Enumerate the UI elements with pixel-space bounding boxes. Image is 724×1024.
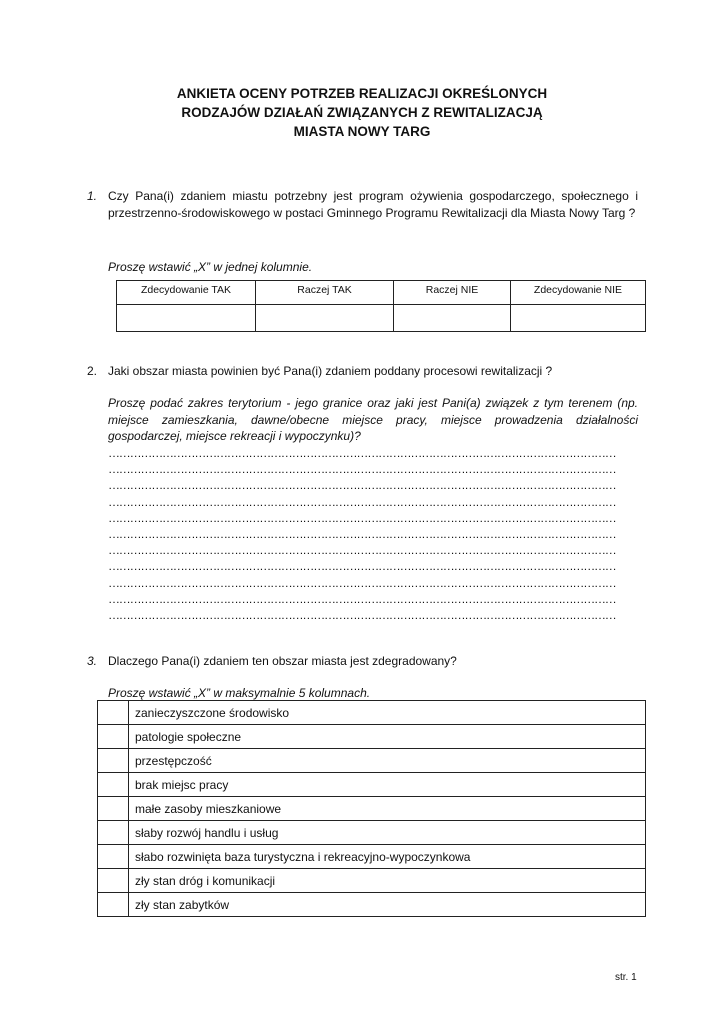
option-checkbox[interactable]: [98, 821, 129, 845]
title-line: RODZAJÓW DZIAŁAŃ ZWIĄZANYCH Z REWITALIZACJĄ: [181, 105, 543, 120]
option-checkbox[interactable]: [98, 749, 129, 773]
answer-line[interactable]: ……………………………………………………………………………………………………………………………: [108, 543, 616, 558]
answer-line[interactable]: ……………………………………………………………………………………………………………………………: [108, 462, 616, 477]
option-label: brak miejsc pracy: [129, 773, 646, 797]
answer-cell-zdecydowanie-tak[interactable]: [117, 305, 256, 332]
column-header: Raczej NIE: [394, 281, 511, 305]
answer-line[interactable]: ……………………………………………………………………………………………………………………………: [108, 559, 616, 574]
option-label: słaby rozwój handlu i usług: [129, 821, 646, 845]
question-3-instruction: Proszę wstawić „X” w maksymalnie 5 kolumnach.: [108, 686, 371, 700]
option-checkbox[interactable]: [98, 773, 129, 797]
column-header: Zdecydowanie TAK: [117, 281, 256, 305]
title-line: MIASTA NOWY TARG: [293, 124, 431, 139]
option-checkbox[interactable]: [98, 845, 129, 869]
option-label: zanieczyszczone środowisko: [129, 701, 646, 725]
answer-line[interactable]: ……………………………………………………………………………………………………………………………: [108, 494, 616, 509]
option-label: zły stan zabytków: [129, 893, 646, 917]
page-title: [0, 84, 724, 141]
option-row: [98, 797, 646, 821]
option-label: zły stan dróg i komunikacji: [129, 869, 646, 893]
answer-line[interactable]: ……………………………………………………………………………………………………………………………: [108, 527, 616, 541]
question-2-instruction: Proszę podać zakres terytorium - jego granice oraz jaki jest Pani(a) związek z tym terenem (np. miejsce zamieszkania, dawne/obecne miejsce pracy, miejsce prowadzenia działalności gospodarczej, miejsce rekreacji i wypoczynku)?: [108, 396, 638, 443]
option-checkbox[interactable]: [98, 893, 129, 917]
answer-line[interactable]: ……………………………………………………………………………………………………………………………: [108, 591, 616, 606]
question-3-options-table: [97, 700, 646, 917]
question-1-instruction: Proszę wstawić „X” w jednej kolumnie.: [108, 260, 313, 274]
option-checkbox[interactable]: [98, 701, 129, 725]
option-checkbox[interactable]: [98, 869, 129, 893]
option-row: [98, 725, 646, 749]
question-2-number: 2.: [87, 364, 98, 378]
option-row: [98, 701, 646, 725]
column-header: Zdecydowanie NIE: [511, 281, 646, 305]
column-header: Raczej TAK: [256, 281, 394, 305]
option-label: patologie społeczne: [129, 725, 646, 749]
question-1-text: Czy Pana(i) zdaniem miastu potrzebny jest program ożywienia gospodarczego, społecznego i przestrzenno-środowiskowego w postaci Gminnego Programu Rewitalizacji dla Miasta Nowy Targ ?: [108, 189, 638, 220]
answer-line[interactable]: ……………………………………………………………………………………………………………………………: [108, 608, 616, 622]
question-1-answer-table: [116, 280, 646, 332]
title-line: ANKIETA OCENY POTRZEB REALIZACJI OKREŚLONYCH: [176, 86, 548, 101]
answer-line[interactable]: ……………………………………………………………………………………………………………………………: [108, 575, 616, 590]
question-3-number: 3.: [87, 654, 98, 668]
answer-cell-raczej-tak[interactable]: [256, 305, 394, 332]
option-label: małe zasoby mieszkaniowe: [129, 797, 646, 821]
option-row: [98, 869, 646, 893]
option-row: [98, 749, 646, 773]
question-1-number: 1.: [87, 189, 98, 203]
option-label: słabo rozwinięta baza turystyczna i rekreacyjno-wypoczynkowa: [129, 845, 646, 869]
option-row: [98, 893, 646, 917]
option-row: [98, 845, 646, 869]
page-number: str. 1: [615, 972, 637, 983]
option-label: przestępczość: [129, 749, 646, 773]
option-checkbox[interactable]: [98, 725, 129, 749]
answer-cell-raczej-nie[interactable]: [394, 305, 511, 332]
answer-line[interactable]: ……………………………………………………………………………………………………………………………: [108, 446, 616, 460]
option-checkbox[interactable]: [98, 797, 129, 821]
question-3-text: Dlaczego Pana(i) zdaniem ten obszar miasta jest zdegradowany?: [108, 654, 457, 668]
answer-cell-zdecydowanie-nie[interactable]: [511, 305, 646, 332]
option-row: [98, 821, 646, 845]
question-2-text: Jaki obszar miasta powinien być Pana(i) zdaniem poddany procesowi rewitalizacji ?: [108, 364, 553, 378]
option-row: [98, 773, 646, 797]
answer-line[interactable]: ……………………………………………………………………………………………………………………………: [108, 478, 616, 493]
answer-line[interactable]: ……………………………………………………………………………………………………………………………: [108, 510, 616, 525]
